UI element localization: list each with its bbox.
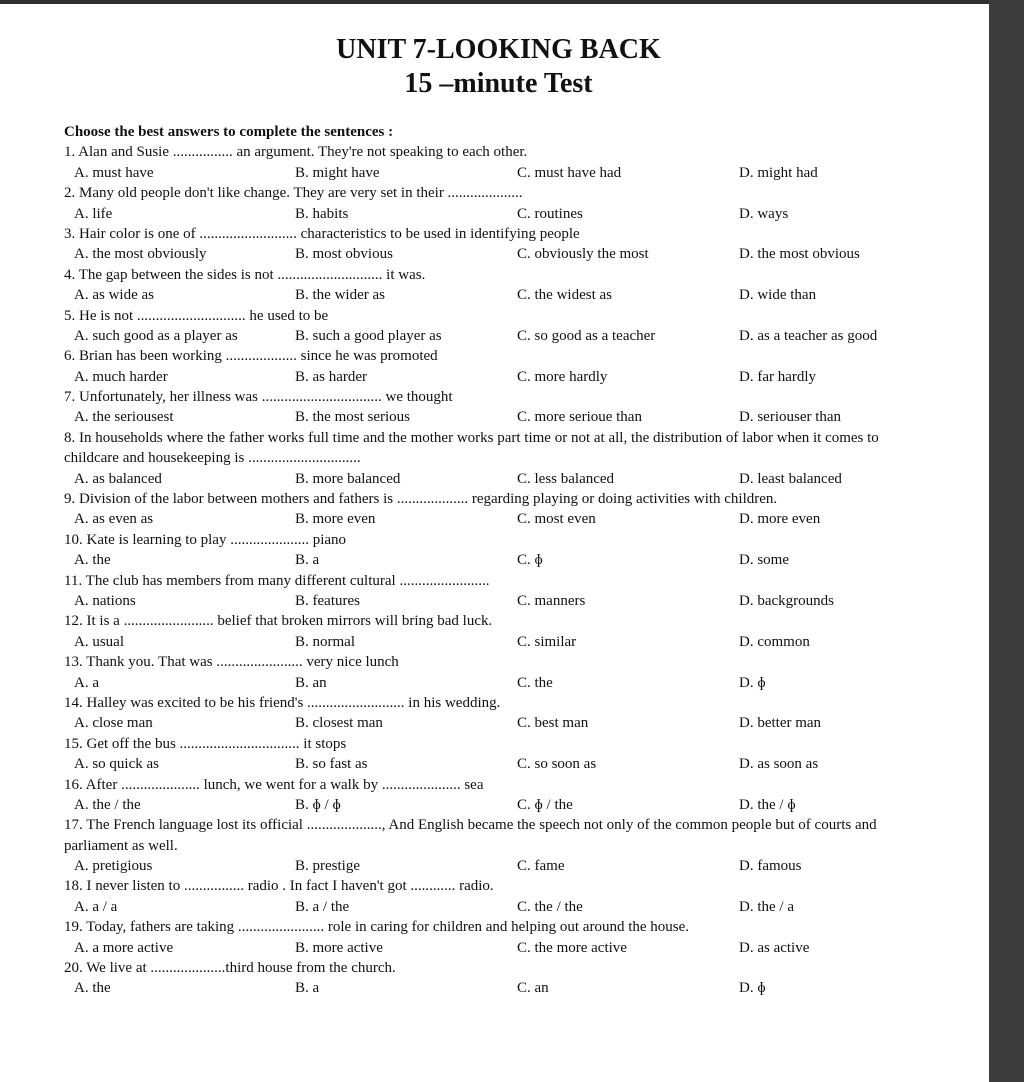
option-a: A. must have (74, 164, 154, 181)
option-a: A. a more active (74, 939, 174, 956)
option-a: A. pretigious (74, 858, 153, 875)
option-a: A. such good as a player as (74, 327, 238, 344)
option-b: B. closest man (295, 715, 383, 732)
option-a: A. the / the (74, 796, 141, 813)
option-c: C. the (517, 674, 553, 691)
option-b: B. an (295, 674, 327, 691)
option-b: B. the most serious (295, 409, 410, 426)
option-d: D. seriouser than (739, 409, 842, 426)
option-c: C. so soon as (517, 756, 597, 773)
option-b: B. a (295, 980, 320, 997)
answer-options (64, 978, 934, 998)
option-a: A. the (74, 552, 111, 569)
option-b: B. so fast as (295, 756, 368, 773)
question-text: 11. The club has members from many different cultural ........................ (64, 572, 490, 589)
answer-options (64, 673, 934, 693)
question-text: 17. The French language lost its official ...................., And English became the speech not only of the common people but of courts and parliament as well. (64, 817, 877, 854)
option-b: B. features (295, 593, 360, 609)
answer-options (64, 509, 934, 529)
option-c: C. fame (517, 858, 565, 875)
option-d: D. better man (739, 715, 822, 732)
option-d: D. ɸ (739, 980, 766, 997)
question-text: 10. Kate is learning to play ..................... piano (64, 531, 347, 548)
option-b: B. a / the (295, 898, 350, 915)
question-text: 1. Alan and Susie ................ an argument. They're not speaking to each other. (64, 144, 528, 161)
question-text: 14. Halley was excited to be his friend's .......................... in his wedding. (64, 694, 501, 711)
option-d: D. backgrounds (739, 593, 834, 609)
answer-options (64, 469, 934, 489)
option-a: A. usual (74, 633, 124, 650)
option-d: D. ɸ (739, 674, 766, 691)
answer-options (64, 550, 934, 570)
option-d: D. least balanced (739, 470, 842, 487)
option-d: D. as active (739, 939, 810, 956)
option-a: A. much harder (74, 368, 168, 385)
option-c: C. ɸ (517, 552, 543, 569)
option-c: C. an (517, 980, 549, 997)
question-text: 18. I never listen to ................ radio . In fact I haven't got ............ radio. (64, 878, 494, 895)
question-text: 20. We live at ....................third house from the church. (64, 960, 396, 977)
question-text: 8. In households where the father works full time and the mother works part time or not at all, the distribution of labor when it comes to childcare and housekeeping is .............................. (64, 429, 879, 467)
option-c: C. similar (517, 633, 577, 650)
option-a: A. nations (74, 593, 136, 609)
answer-options (64, 367, 934, 387)
option-d: D. as soon as (739, 756, 819, 773)
option-b: B. normal (295, 633, 355, 650)
question-text: 4. The gap between the sides is not ............................ it was. (64, 266, 426, 283)
question-text: 13. Thank you. That was ....................... very nice lunch (64, 654, 399, 671)
answer-options (64, 632, 934, 652)
answer-options (64, 407, 934, 427)
option-c: C. so good as a teacher (517, 327, 656, 344)
option-d: D. some (739, 552, 789, 569)
option-b: B. habits (295, 205, 349, 222)
option-b: B. prestige (295, 858, 360, 875)
option-a: A. the (74, 980, 111, 997)
option-b: B. a (295, 552, 320, 569)
test-content (64, 122, 934, 999)
option-c: C. manners (517, 593, 586, 609)
option-c: C. less balanced (517, 470, 615, 487)
option-d: D. ways (739, 205, 789, 222)
answer-options (64, 326, 934, 346)
option-a: A. the seriousest (74, 409, 174, 426)
option-c: C. best man (517, 715, 589, 732)
option-c: C. routines (517, 205, 583, 222)
answer-options (64, 285, 934, 305)
answer-options (64, 856, 934, 876)
document-page (0, 4, 989, 1082)
option-c: C. obviously the most (517, 246, 649, 263)
option-c: C. more hardly (517, 368, 608, 385)
option-d: D. wide than (739, 287, 817, 304)
option-b: B. ɸ / ɸ (295, 796, 341, 813)
option-d: D. the / ɸ (739, 796, 796, 813)
option-b: B. as harder (295, 368, 368, 385)
option-a: A. so quick as (74, 756, 159, 773)
option-c: C. most even (517, 511, 596, 528)
option-c: C. ɸ / the (517, 796, 573, 813)
answer-options (64, 938, 934, 958)
answer-options (64, 591, 934, 611)
option-a: A. the most obviously (74, 246, 207, 263)
option-d: D. common (739, 633, 810, 650)
option-c: C. the more active (517, 939, 627, 956)
option-b: B. most obvious (295, 246, 393, 263)
option-a: A. as balanced (74, 470, 162, 487)
option-c: C. the widest as (517, 287, 612, 304)
option-b: B. such a good player as (295, 327, 442, 344)
option-a: A. life (74, 205, 113, 222)
question-text: 12. It is a ........................ belief that broken mirrors will bring bad luck. (64, 613, 493, 630)
option-a: A. as wide as (74, 287, 154, 304)
option-d: D. famous (739, 858, 802, 875)
question-text: 5. He is not ............................. he used to be (64, 307, 329, 324)
page-subtitle: 15 –minute Test (404, 68, 593, 99)
option-c: C. the / the (517, 898, 583, 915)
option-a: A. close man (74, 715, 153, 732)
option-d: D. the / a (739, 898, 794, 915)
answer-options (64, 795, 934, 815)
option-a: A. a (74, 674, 99, 691)
option-c: C. more serioue than (517, 409, 642, 426)
answer-options (64, 713, 934, 733)
option-b: B. might have (295, 164, 380, 181)
answer-options (64, 897, 934, 917)
question-text: 9. Division of the labor between mothers and fathers is ................... regarding playing or doing activities with children. (64, 491, 778, 508)
option-d: D. might had (739, 164, 818, 181)
option-a: A. as even as (74, 511, 154, 528)
option-d: D. more even (739, 511, 821, 528)
question-text: 15. Get off the bus ................................ it stops (64, 735, 347, 752)
viewer-scrollbar-gutter[interactable] (989, 0, 1024, 1082)
answer-options (64, 754, 934, 774)
option-b: B. more balanced (295, 470, 401, 487)
option-a: A. a / a (74, 898, 118, 915)
question-text: 7. Unfortunately, her illness was ................................ we thought (64, 389, 453, 406)
answer-options (64, 163, 934, 183)
option-b: B. more even (295, 511, 376, 528)
question-text: 6. Brian has been working ................... since he was promoted (64, 348, 438, 365)
option-b: B. the wider as (295, 287, 385, 304)
question-text: 2. Many old people don't like change. They are very set in their .................... (64, 185, 523, 202)
page-title: UNIT 7-LOOKING BACK (336, 34, 661, 65)
option-c: C. must have had (517, 164, 622, 181)
answer-options (64, 204, 934, 224)
question-text: 16. After ..................... lunch, we went for a walk by ..................... sea (64, 776, 484, 793)
answer-options (64, 244, 934, 264)
option-d: D. far hardly (739, 368, 817, 385)
question-text: 3. Hair color is one of .......................... characteristics to be used in identifying people (64, 225, 580, 242)
question-text: 19. Today, fathers are taking ....................... role in caring for children and helping out around the house. (64, 919, 690, 936)
option-b: B. more active (295, 939, 383, 956)
option-d: D. as a teacher as good (739, 327, 878, 344)
instruction-text: Choose the best answers to complete the sentences : (64, 124, 394, 140)
option-d: D. the most obvious (739, 246, 860, 263)
